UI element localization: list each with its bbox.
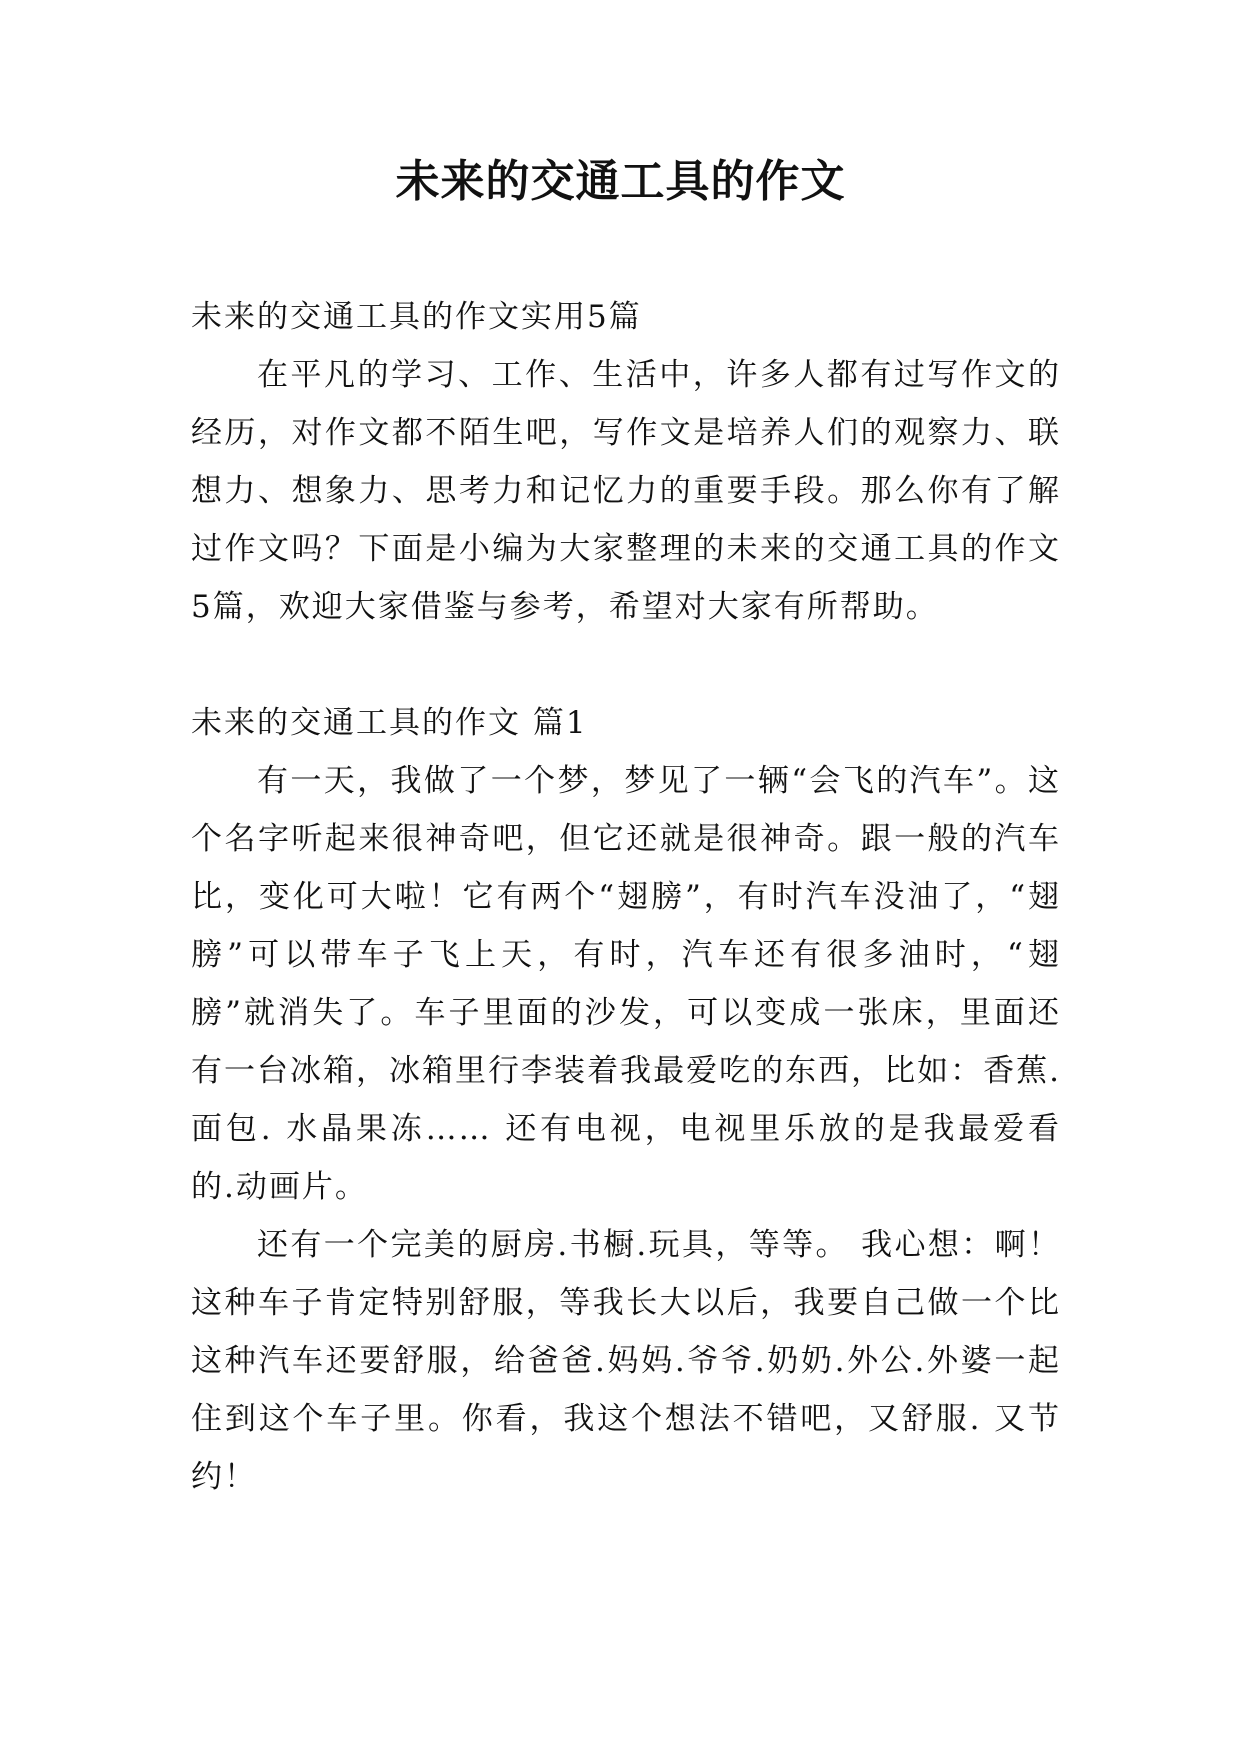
document-title: 未来的交通工具的作文: [395, 156, 846, 207]
intro-paragraph: 在平凡的学习、工作、生活中，许多人都有过写作文的经历，对作文都不陌生吧，写作文是培养人们的观察力、联想力、想象力、思考力和记忆力的重要手段。那么你有了解过作文吗？下面是小编为大家整理的未来的交通工具的作文5篇，欢迎大家借鉴与参考，希望对大家有所帮助。: [191, 357, 1061, 625]
document-subtitle: 未来的交通工具的作文实用5篇: [191, 299, 642, 335]
section-paragraph-2: 还有一个完美的厨房.书橱.玩具，等等。 我心想：啊！这种车子肯定特别舒服，等我长大以后，我要自己做一个比这种汽车还要舒服，给爸爸.妈妈.爷爷.奶奶.外公.外婆一起住到这个车子里。你看，我这个想法不错吧，又舒服. 又节约！: [191, 1227, 1061, 1495]
document-body: [191, 288, 1061, 1506]
section-spacer: [191, 636, 1061, 694]
section-heading: 未来的交通工具的作文 篇1: [191, 705, 588, 741]
section-paragraph-1: 有一天，我做了一个梦，梦见了一辆“会飞的汽车”。这个名字听起来很神奇吧，但它还就是很神奇。跟一般的汽车比，变化可大啦！它有两个“翅膀”，有时汽车没油了，“翅膀”可以带车子飞上天，有时，汽车还有很多油时，“翅膀”就消失了。车子里面的沙发，可以变成一张床，里面还有一台冰箱，冰箱里行李装着我最爱吃的东西，比如：香蕉.面包. 水晶果冻…… 还有电视，电视里乐放的是我最爱看的.动画片。: [191, 763, 1061, 1205]
